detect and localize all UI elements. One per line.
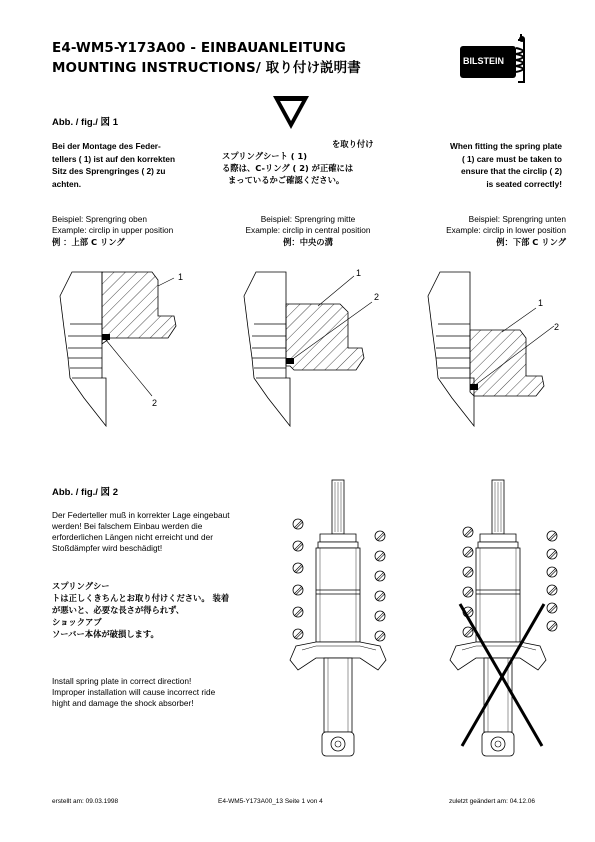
text-line: ソーバー本体が破損します。 [52, 629, 159, 639]
example-central [232, 214, 384, 248]
footer-changed: zuletzt geändert am: 04.12.06 [449, 798, 536, 805]
text-line: スプリングシー [52, 581, 110, 591]
fig1-jp-text [222, 138, 402, 186]
text-line: hight and damage the shock absorber! [52, 698, 194, 708]
fig1-cross-sections [0, 258, 595, 428]
text-line: が悪いと、必要な長さが得られず、 [52, 605, 185, 615]
footer-page: E4-WM5-Y173A00_13 Seite 1 von 4 [218, 798, 323, 805]
example-upper [52, 214, 173, 248]
fig1-de-text [52, 140, 222, 190]
callout-1: 1 [178, 272, 184, 282]
fig2-shock-absorbers [280, 460, 580, 760]
callout-1: 1 [538, 298, 544, 308]
document-title [52, 38, 361, 78]
callout-2: 2 [374, 292, 380, 302]
footer-created: erstellt am: 09.03.1998 [52, 798, 119, 805]
section-circlip-central [244, 268, 379, 426]
text-line: tellers ( 1) ist auf den korrekten [52, 153, 176, 164]
bilstein-logo [458, 34, 550, 86]
example-de: Beispiel: Sprengring mitte [260, 214, 356, 224]
down-triangle-icon [272, 95, 310, 131]
callout-1: 1 [356, 268, 362, 278]
example-en: Example: circlip in upper position [52, 225, 174, 235]
text-line: を取り付け [332, 139, 374, 149]
fig1-en-text [400, 140, 562, 190]
text-line: werden! Bei falschem Einbau werden die [52, 521, 203, 531]
logo-text: BILSTEIN [463, 56, 505, 66]
text-line: トは正しくきちんとお取り付けください。 装着 [52, 593, 230, 603]
section-circlip-upper [60, 272, 183, 426]
text-line: Der Federteller muß in korrekter Lage eingebaut [52, 510, 230, 520]
text-line: まっているかご確認ください。 [228, 175, 345, 185]
fig2-label: Abb. / fig./ 図 2 [52, 487, 118, 498]
callout-2: 2 [554, 322, 560, 332]
text-line: ( 1) care must be taken to [461, 153, 562, 164]
title-line-2: MOUNTING INSTRUCTIONS/ 取り付け説明書 [52, 60, 361, 76]
section-circlip-lower [428, 272, 559, 426]
text-line: Install spring plate in correct direction! [52, 676, 192, 686]
example-jp: 例 ：上部 C リング [52, 237, 125, 247]
text-line: る際は、C-リング ( 2) が正確には [222, 163, 354, 173]
shock-absorber-incorrect [450, 480, 557, 756]
example-de: Beispiel: Sprengring unten [468, 214, 566, 224]
example-en: Example: circlip in lower position [446, 225, 566, 235]
text-line: ensure that the circlip ( 2) [461, 166, 562, 176]
text-line: achten. [52, 178, 82, 189]
text-line: erforderlichen Längen nicht erreicht und der [52, 532, 213, 542]
text-line: Improper installation will cause incorrect ride [52, 687, 216, 697]
fig2-de-text [52, 510, 282, 554]
fig1-label: Abb. / fig./ 図 1 [52, 117, 118, 128]
fig2-en-text [52, 676, 292, 709]
text-line: When fitting the spring plate [450, 141, 562, 151]
text-line: is seated correctly! [486, 178, 562, 189]
example-en: Example: circlip in central position [245, 225, 371, 235]
text-line: スプリングシート ( 1) [222, 151, 308, 161]
text-line: Bei der Montage des Feder- [52, 141, 161, 151]
shock-absorber-correct [290, 480, 386, 756]
fig2-jp-text [52, 580, 292, 640]
example-lower [410, 214, 566, 248]
title-line-1: E4-WM5-Y173A00 - EINBAUANLEITUNG [52, 40, 346, 56]
callout-2: 2 [152, 398, 158, 408]
text-line: Sitz des Sprengringes ( 2) zu [52, 166, 166, 176]
example-jp: 例：中央の溝 [283, 237, 333, 247]
example-de: Beispiel: Sprengring oben [52, 214, 148, 224]
text-line: Stoßdämpfer wird beschädigt! [52, 543, 163, 553]
text-line: ショックアブ [52, 617, 102, 627]
example-jp: 例：下部 C リング [496, 237, 566, 247]
